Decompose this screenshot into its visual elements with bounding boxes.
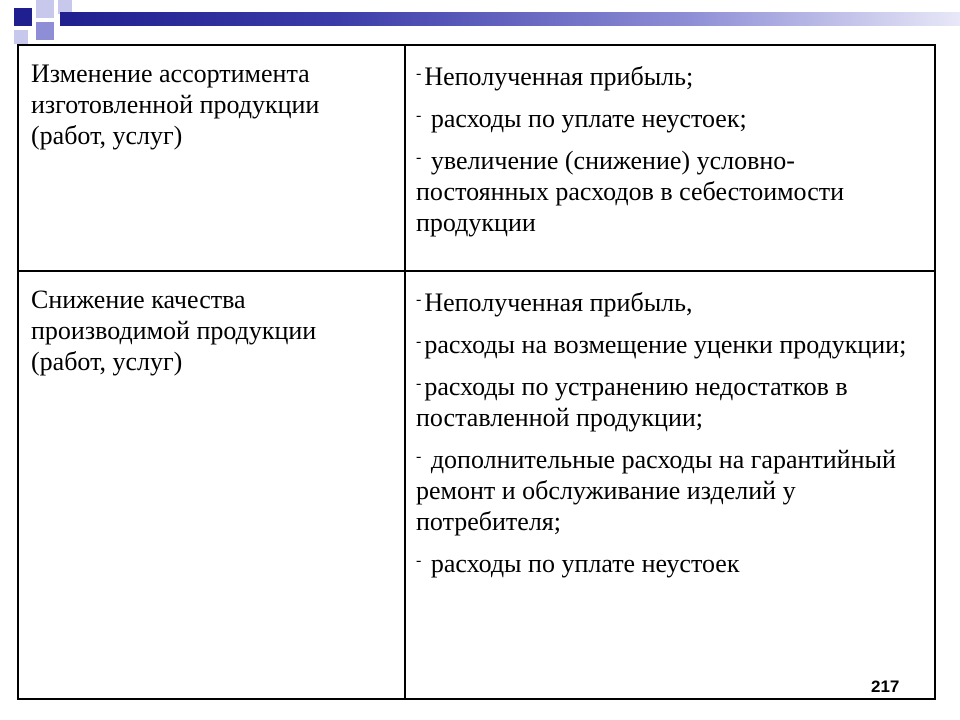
factor-text: Изменение ассортимента изготовленной продукции (работ, услуг) bbox=[31, 59, 320, 150]
table-cell-consequences bbox=[405, 271, 935, 699]
list-item: - увеличение (снижение) условно-постоянных расходов в себестоимости продукции bbox=[416, 146, 845, 237]
list-item: - Неполученная прибыль; bbox=[416, 62, 694, 91]
page-number: 217 bbox=[871, 677, 900, 696]
content-table bbox=[17, 44, 936, 700]
table-cell-factor bbox=[18, 271, 405, 699]
table-cell-factor bbox=[18, 45, 405, 271]
table-cell-consequences bbox=[405, 45, 935, 271]
list-item: - расходы по уплате неустоек bbox=[416, 549, 740, 578]
list-item: - расходы по уплате неустоек; bbox=[416, 104, 747, 133]
decorative-square-dark bbox=[14, 8, 32, 26]
list-item: - Неполученная прибыль, bbox=[416, 288, 693, 317]
decorative-square-light bbox=[36, 0, 54, 18]
decorative-square-medium bbox=[36, 22, 54, 40]
list-item: - дополнительные расходы на гарантийный ремонт и обслуживание изделий у потребителя; bbox=[416, 445, 896, 536]
decorative-square-light bbox=[14, 30, 28, 44]
table-row bbox=[18, 271, 935, 699]
table-row bbox=[18, 45, 935, 271]
list-item: - расходы по устранению недостатков в поставленной продукции; bbox=[416, 372, 848, 432]
header-gradient-bar bbox=[60, 12, 960, 26]
factor-text: Снижение качества производимой продукции (работ, услуг) bbox=[31, 285, 317, 376]
list-item: - расходы на возмещение уценки продукции; bbox=[416, 330, 907, 359]
